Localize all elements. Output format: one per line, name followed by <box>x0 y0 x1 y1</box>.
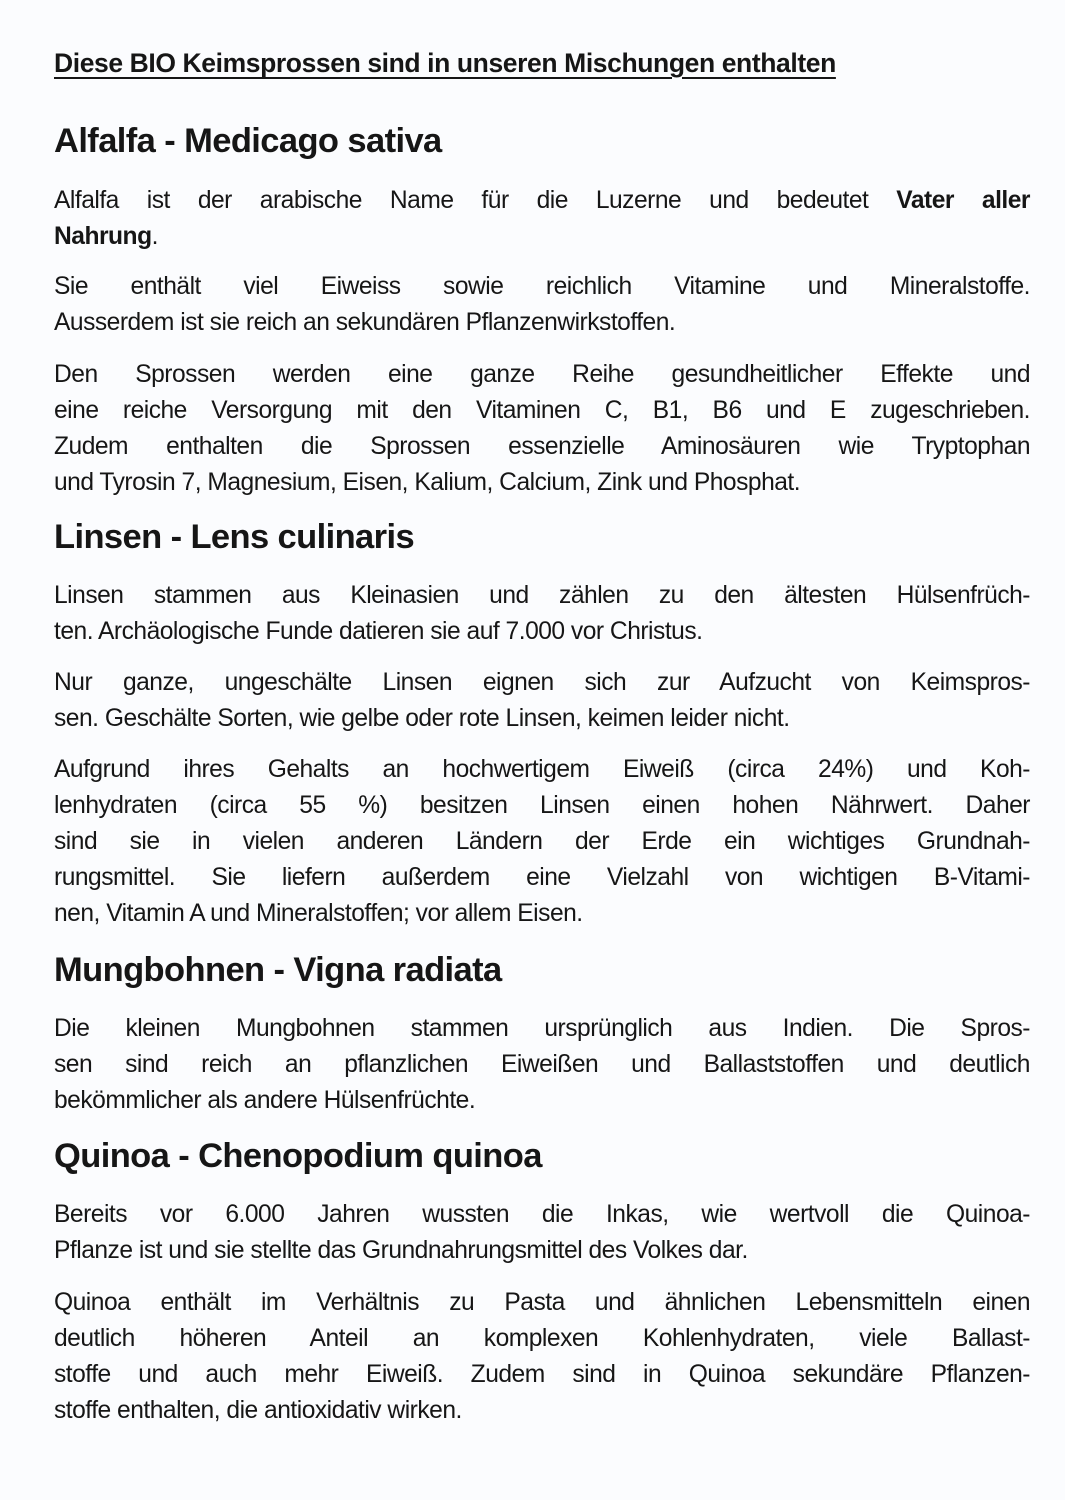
quinoa-paragraph-2 <box>54 1285 1030 1429</box>
text-line: deutlich höheren Anteil an komplexen Kohlenhydraten, viele Ballast- <box>54 1325 1030 1352</box>
section-heading-mungbohnen: Mungbohnen - Vigna radiata <box>54 951 502 989</box>
page-title: Diese BIO Keimsprossen sind in unseren Mischungen enthalten <box>54 48 836 78</box>
linsen-paragraph-1 <box>54 578 1030 650</box>
emphasis-text: Vater aller <box>896 187 1030 214</box>
section-heading-linsen: Linsen - Lens culinaris <box>54 518 415 556</box>
section-heading-alfalfa: Alfalfa - Medicago sativa <box>54 122 442 160</box>
text-line: Ausserdem ist sie reich an sekundären Pflanzenwirkstoffen. <box>54 309 676 336</box>
text-line: Aufgrund ihres Gehalts an hochwertigem Eiweiß (circa 24%) und Koh- <box>54 756 1030 783</box>
text-line: rungsmittel. Sie liefern außerdem eine Vielzahl von wichtigen B-Vitami- <box>54 864 1030 891</box>
text-line: lenhydraten (circa 55 %) besitzen Linsen einen hohen Nährwert. Daher <box>54 792 1030 819</box>
text-line: Sie enthält viel Eiweiss sowie reichlich Vitamine und Mineralstoffe. <box>54 273 1030 300</box>
text-line: stoffe und auch mehr Eiweiß. Zudem sind in Quinoa sekundäre Pflanzen- <box>54 1361 1030 1388</box>
text-line: ten. Archäologische Funde datieren sie auf 7.000 vor Christus. <box>54 618 703 645</box>
text-line: und Tyrosin 7, Magnesium, Eisen, Kalium, Calcium, Zink und Phosphat. <box>54 469 801 496</box>
text-line: Den Sprossen werden eine ganze Reihe gesundheitlicher Effekte und <box>54 361 1030 388</box>
text-line: Nur ganze, ungeschälte Linsen eignen sich zur Aufzucht von Keimspros- <box>54 669 1030 696</box>
alfalfa-paragraph-1 <box>54 183 1030 255</box>
text-line: Die kleinen Mungbohnen stammen ursprünglich aus Indien. Die Spros- <box>54 1015 1030 1042</box>
text-line: Zudem enthalten die Sprossen essenzielle Aminosäuren wie Tryptophan <box>54 433 1030 460</box>
mungbohnen-paragraph-1 <box>54 1011 1030 1119</box>
text-line: stoffe enthalten, die antioxidativ wirken. <box>54 1397 462 1424</box>
text-line: Nahrung. <box>54 223 158 250</box>
alfalfa-paragraph-2 <box>54 269 1030 341</box>
linsen-paragraph-3 <box>54 752 1030 932</box>
alfalfa-paragraph-3 <box>54 357 1030 501</box>
linsen-paragraph-2 <box>54 665 1030 737</box>
text-line: nen, Vitamin A und Mineralstoffen; vor allem Eisen. <box>54 900 583 927</box>
text-line: Linsen stammen aus Kleinasien und zählen zu den ältesten Hülsenfrüch- <box>54 582 1030 609</box>
emphasis-text: Nahrung <box>54 223 152 250</box>
text-line: bekömmlicher als andere Hülsenfrüchte. <box>54 1087 476 1114</box>
text-line: Alfalfa ist der arabische Name für die Luzerne und bedeutet Vater aller <box>54 187 1030 214</box>
text-line: eine reiche Versorgung mit den Vitaminen C, B1, B6 und E zugeschrieben. <box>54 397 1030 424</box>
section-heading-quinoa: Quinoa - Chenopodium quinoa <box>54 1137 542 1175</box>
quinoa-paragraph-1 <box>54 1197 1030 1269</box>
text-line: Bereits vor 6.000 Jahren wussten die Inkas, wie wertvoll die Quinoa- <box>54 1201 1030 1228</box>
text-line: Pflanze ist und sie stellte das Grundnahrungsmittel des Volkes dar. <box>54 1237 748 1264</box>
text-line: sen sind reich an pflanzlichen Eiweißen und Ballaststoffen und deutlich <box>54 1051 1030 1078</box>
text-line: sind sie in vielen anderen Ländern der Erde ein wichtiges Grundnah- <box>54 828 1030 855</box>
text-line: sen. Geschälte Sorten, wie gelbe oder rote Linsen, keimen leider nicht. <box>54 705 790 732</box>
text-line: Quinoa enthält im Verhältnis zu Pasta und ähnlichen Lebensmitteln einen <box>54 1289 1030 1316</box>
